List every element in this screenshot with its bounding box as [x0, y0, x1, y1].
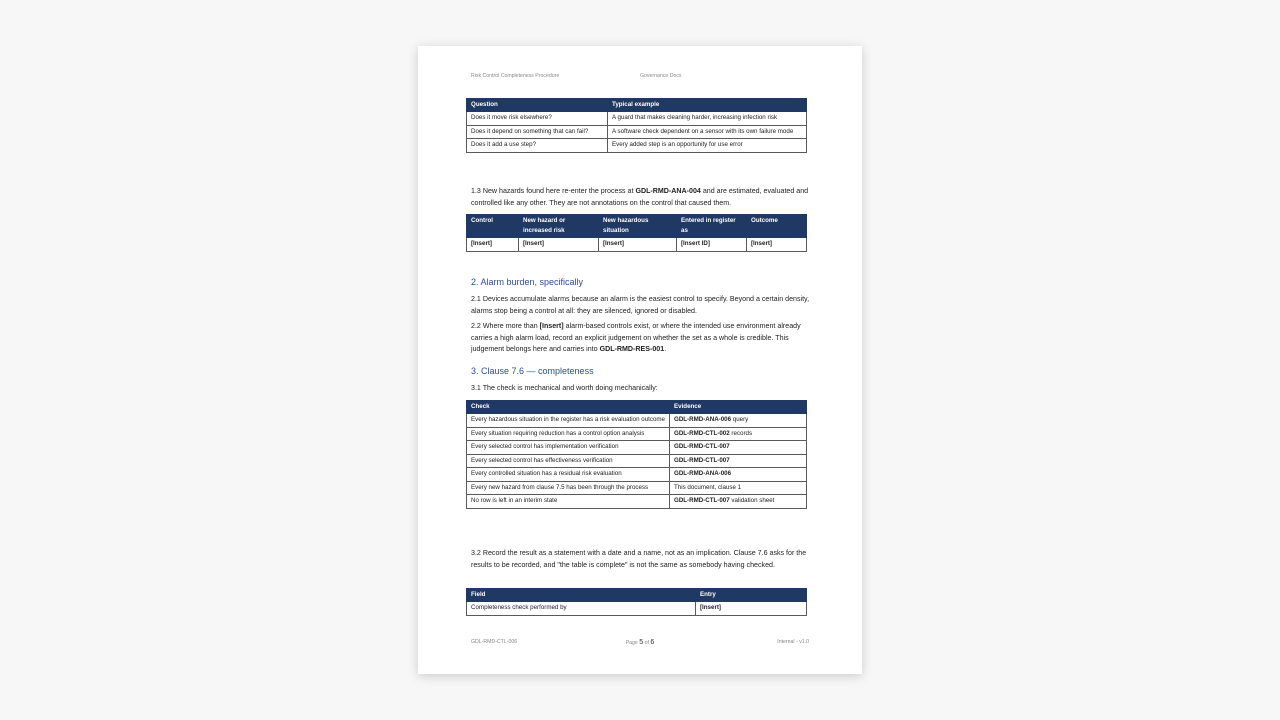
table-row [467, 602, 807, 616]
check-cell: Every new hazard from clause 7.5 has been through the process [467, 481, 670, 495]
evidence-cell [670, 495, 807, 509]
table-row [467, 427, 807, 441]
footer-doc-id: GDL-RMD-CTL-006 [471, 639, 518, 645]
table-cell: [Insert] [599, 238, 677, 252]
table-row [467, 481, 807, 495]
table-cell: [Insert] [747, 238, 807, 252]
section-2-heading: 2. Alarm burden, specifically [471, 277, 584, 287]
header-right: Governance Docs [640, 73, 682, 79]
header-title: Risk Control Completeness Procedure [471, 73, 560, 79]
footer-classification: Internal - v1.0 [777, 639, 809, 645]
table-header-row [467, 99, 807, 112]
column-header: Question [467, 99, 608, 112]
paragraph-2-1: 2.1 Devices accumulate alarms because an alarm is the easiest control to specify. Beyond a certain density, alarms stop being a control at all: they are silenced, ignored or disabled. [471, 295, 810, 315]
table-row [467, 112, 807, 126]
table-row [467, 495, 807, 509]
text: alarm-based controls exist, or where the intended use environment already carries a high alarm load, record an explicit judgement on whether the set as a whole is credible. This judgement belongs here and carries into [471, 322, 801, 353]
column-header: New hazard or increased risk [519, 215, 599, 238]
column-header: Evidence [670, 401, 807, 414]
column-header: Typical example [608, 99, 807, 112]
doc-reference: GDL-RMD-CTL-007 [674, 497, 730, 504]
table-row [467, 125, 807, 139]
table-row [467, 454, 807, 468]
text: 2.2 Where more than [471, 322, 540, 330]
doc-reference: GDL-RMD-ANA-006 [674, 470, 732, 477]
table-header-row [467, 215, 807, 238]
table-header-row [467, 589, 807, 602]
doc-reference: GDL-RMD-ANA-006 [674, 416, 732, 423]
new-hazard-table [466, 214, 807, 252]
completeness-check-table [466, 400, 807, 509]
doc-reference: GDL-RMD-ANA-004 [635, 187, 701, 195]
text: and are estimated, evaluated and controlled like any other. They are not annotations on the control that caused them. [471, 187, 809, 207]
evidence-cell [670, 454, 807, 468]
column-header: Control [467, 215, 519, 238]
doc-reference: GDL-RMD-CTL-002 [674, 429, 730, 437]
table-cell: [Insert] [519, 238, 599, 252]
total-pages: 6 [650, 639, 655, 646]
table-cell: [Insert] [696, 602, 807, 616]
table-cell: Completeness check performed by [467, 602, 696, 616]
paragraph-3-1: 3.1 The check is mechanical and worth doing mechanically: [471, 384, 658, 392]
check-cell: Every hazardous situation in the register has a risk evaluation outcome [467, 414, 670, 428]
column-header: Entry [696, 589, 807, 602]
doc-reference: GDL-RMD-RES-001 [599, 345, 665, 353]
doc-reference: GDL-RMD-CTL-007 [674, 443, 730, 450]
table-row [467, 468, 807, 482]
table-row [467, 238, 807, 252]
table-cell: Does it add a use step? [467, 139, 608, 153]
column-header: Field [467, 589, 696, 602]
text: query [731, 416, 749, 423]
check-cell: Every selected control has effectiveness verification [467, 454, 670, 468]
text: This document, clause 1 [674, 483, 742, 491]
column-header: Check [467, 401, 670, 414]
table-row [467, 414, 807, 428]
table-header-row [467, 401, 807, 414]
example-table [466, 98, 807, 153]
column-header: New hazardous situation [599, 215, 677, 238]
text: records [729, 429, 753, 437]
table-cell: A guard that makes cleaning harder, increasing infection risk [608, 112, 807, 126]
evidence-cell [670, 481, 807, 495]
table-cell: Every added step is an opportunity for use error [608, 139, 807, 153]
current-page: 5 [639, 639, 644, 646]
record-table [466, 588, 807, 616]
paragraph-3-2: 3.2 Record the result as a statement with a date and a name, not as an implication. Clause 7.6 asks for the results to be recorded, and "the table is complete" is not the same as somebody having checked. [471, 549, 807, 569]
text: of [644, 640, 649, 646]
text: . [664, 345, 667, 353]
evidence-cell [670, 441, 807, 455]
text: Page [625, 640, 638, 646]
table-row [467, 139, 807, 153]
section-3-heading: 3. Clause 7.6 — completeness [471, 366, 594, 376]
doc-reference: GDL-RMD-CTL-007 [674, 456, 730, 464]
paragraph-2-2 [471, 321, 811, 356]
evidence-cell [670, 427, 807, 441]
table-cell: Does it move risk elsewhere? [467, 112, 608, 126]
evidence-cell [670, 414, 807, 428]
check-cell: Every situation requiring reduction has a control option analysis [467, 427, 670, 441]
check-cell: No row is left in an interim state [467, 495, 670, 509]
paragraph-1-3 [471, 186, 811, 209]
table-row [467, 441, 807, 455]
table-cell: [Insert] [467, 238, 519, 252]
table-cell: A software check dependent on a sensor with its own failure mode [608, 125, 807, 139]
column-header: Outcome [747, 215, 807, 238]
check-cell: Every selected control has implementation verification [467, 441, 670, 455]
table-cell: [Insert ID] [677, 238, 747, 252]
evidence-cell [670, 468, 807, 482]
text: 1.3 New hazards found here re-enter the process at [471, 187, 636, 195]
insert-placeholder: [Insert] [539, 322, 564, 330]
check-cell: Every controlled situation has a residual risk evaluation [467, 468, 670, 482]
table-cell: Does it depend on something that can fail? [467, 125, 608, 139]
column-header: Entered in register as [677, 215, 747, 238]
text: validation sheet [729, 497, 775, 504]
document-page [418, 46, 862, 674]
